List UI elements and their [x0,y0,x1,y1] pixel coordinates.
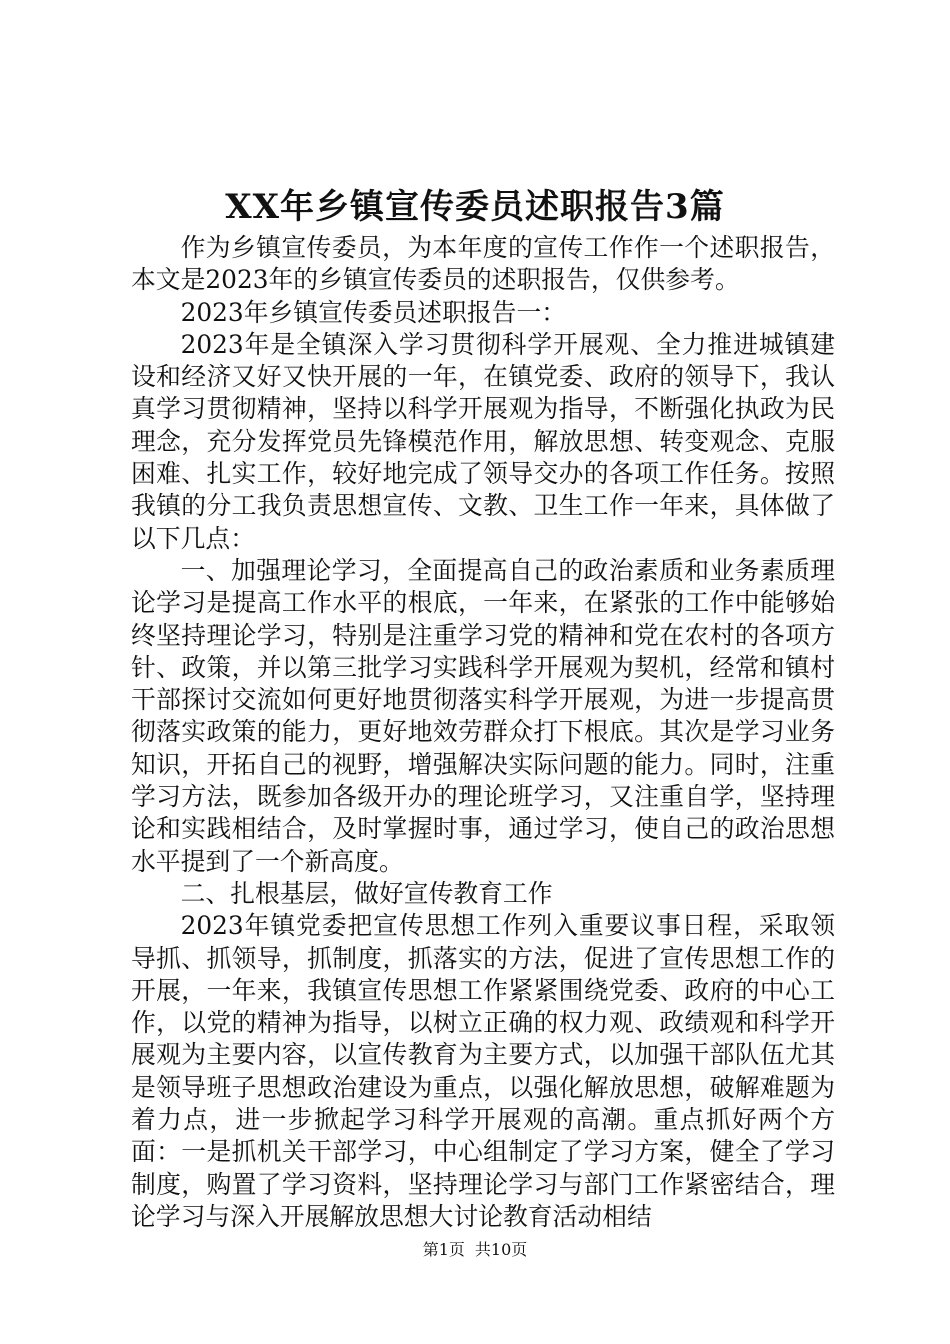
body-paragraph: 一、加强理论学习，全面提高自己的政治素质和业务素质理论学习是提高工作水平的根底，一年来，在紧张的工作中能够始终坚持理论学习，特别是注重学习党的精神和党在农村的各项方针、政策，并以第三批学习实践科学开展观为契机，经常和镇村干部探讨交流如何更好地贯彻落实科学开展观，为进一步提高贯彻落实政策的能力，更好地效劳群众打下根底。其次是学习业务知识，开拓自己的视野，增强解决实际问题的能力。同时，注重学习方法，既参加各级开办的理论班学习，又注重自学，坚持理论和实践相结合，及时掌握时事，通过学习，使自己的政治思想水平提到了一个新高度。 [131,555,835,876]
document-title: XX年乡镇宣传委员述职报告3篇 [225,187,725,227]
body-paragraph: 2023年镇党委把宣传思想工作列入重要议事日程，采取领导抓、抓领导，抓制度，抓落实的方法，促进了宣传思想工作的开展，一年来，我镇宣传思想工作紧紧围绕党委、政府的中心工作，以党的精神为指导，以树立正确的权力观、政绩观和科学开展观为主要内容，以宣传教育为主要方式，以加强干部队伍尤其是领导班子思想政治建设为重点，以强化解放思想，破解难题为着力点，进一步掀起学习科学开展观的高潮。重点抓好两个方面：一是抓机关干部学习，中心组制定了学习方案，健全了学习制度，购置了学习资料，坚持理论学习与部门工作紧密结合，理论学习与深入开展解放思想大讨论教育活动相结 [131,911,835,1231]
report-heading: 2023年乡镇宣传委员述职报告一： [180,297,567,327]
document-body [131,232,835,1233]
section-heading: 二、扎根基层，做好宣传教育工作 [180,878,553,908]
page-total: 共10页 [474,1240,528,1259]
page-footer [0,1239,950,1261]
page-number: 第1页 [422,1240,465,1259]
body-paragraph: 2023年是全镇深入学习贯彻科学开展观、全力推进城镇建设和经济又好又快开展的一年，在镇党委、政府的领导下，我认真学习贯彻精神，坚持以科学开展观为指导，不断强化执政为民理念，充分发挥党员先锋模范作用，解放思想、转变观念、克服困难、扎实工作，较好地完成了领导交办的各项工作任务。按照我镇的分工我负责思想宣传、文教、卫生工作一年来，具体做了以下几点： [131,329,835,553]
intro-paragraph: 作为乡镇宣传委员，为本年度的宣传工作作一个述职报告，本文是2023年的乡镇宣传委员的述职报告，仅供参考。 [131,233,835,295]
